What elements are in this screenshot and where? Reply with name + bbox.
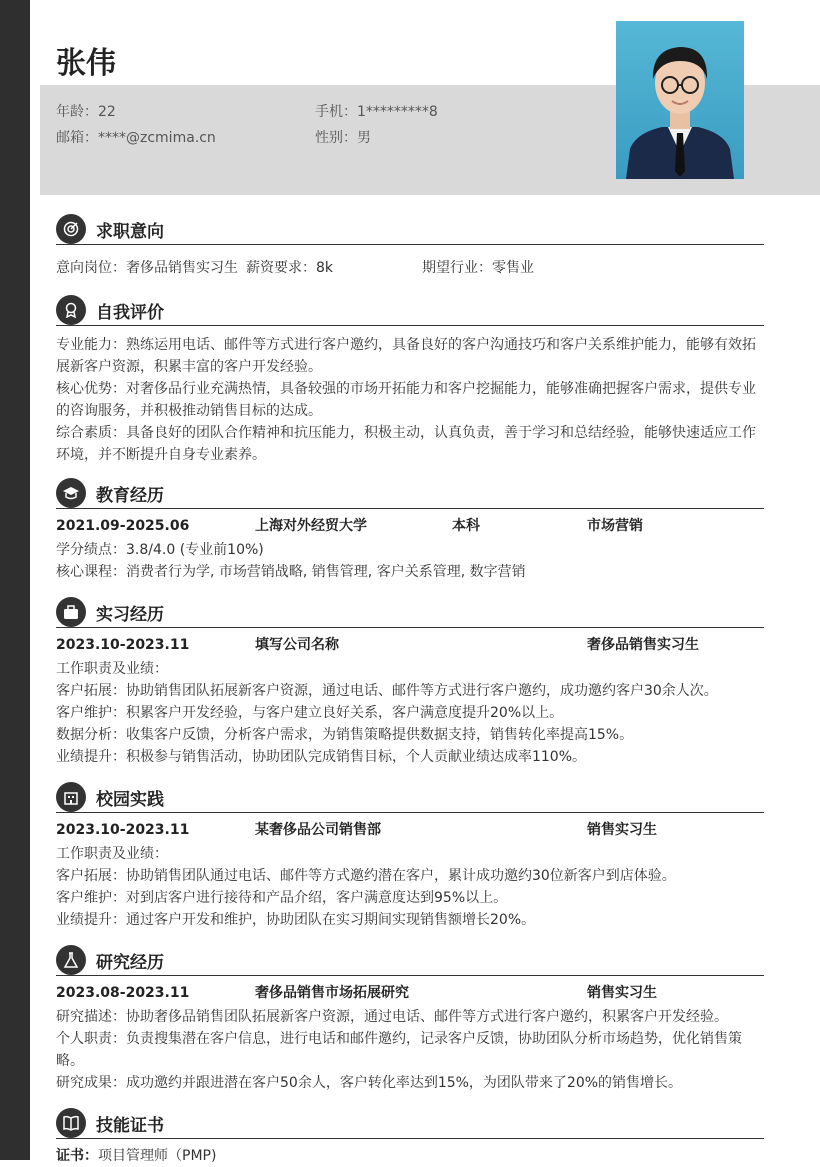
self-eval-line: 环境，并不断提升自身专业素养。 — [56, 447, 266, 463]
section-title: 自我评价 — [96, 303, 164, 323]
edu-line: 核心课程：消费者行为学, 市场营销战略, 销售管理, 客户关系管理, 数字营销 — [56, 564, 526, 580]
target-icon — [56, 214, 86, 244]
section-title: 研究经历 — [96, 953, 164, 973]
research-role: 销售实习生 — [587, 985, 657, 1001]
book-icon — [56, 1108, 86, 1138]
flask-icon — [56, 945, 86, 975]
section-title: 校园实践 — [96, 790, 164, 810]
intern-role: 奢侈品销售实习生 — [587, 637, 699, 653]
self-eval-line: 专业能力：熟练运用电话、邮件等方式进行客户邀约，具备良好的客户沟通技巧和客户关系维护能力，能够有效拓 — [56, 337, 756, 353]
edu-school: 上海对外经贸大学 — [255, 518, 367, 534]
research-line: 研究成果：成功邀约并跟进潜在客户50余人，客户转化率达到15%，为团队带来了20%的销售增长。 — [56, 1075, 683, 1091]
graduation-cap-icon — [56, 478, 86, 508]
gender: 性别：男 — [315, 130, 371, 146]
self-eval-line: 的咨询服务，并积极推动销售目标的达成。 — [56, 403, 322, 419]
campus-line: 客户维护：对到店客户进行接待和产品介绍，客户满意度达到95%以上。 — [56, 890, 508, 906]
section-skills — [56, 1108, 764, 1167]
section-internship — [56, 597, 764, 768]
research-date: 2023.08-2023.11 — [56, 985, 190, 1001]
intent-position: 意向岗位：奢侈品销售实习生 — [56, 260, 238, 276]
intern-line: 客户维护：积累客户开发经验，与客户建立良好关系，客户满意度提升20%以上。 — [56, 705, 564, 721]
research-line: 略。 — [56, 1053, 84, 1069]
edu-date: 2021.09-2025.06 — [56, 518, 190, 534]
campus-org: 某奢侈品公司销售部 — [255, 822, 381, 838]
briefcase-icon — [56, 597, 86, 627]
cert-label: 证书： — [56, 1148, 98, 1164]
candidate-name: 张伟 — [56, 46, 116, 81]
section-self-eval — [56, 295, 764, 466]
edu-major: 市场营销 — [587, 518, 643, 534]
profile-photo — [616, 21, 744, 179]
intern-line: 业绩提升：积极参与销售活动，协助团队完成销售目标，个人贡献业绩达成率110%。 — [56, 749, 587, 765]
intern-line: 工作职责及业绩： — [56, 661, 168, 677]
self-eval-line: 核心优势：对奢侈品行业充满热情，具备较强的市场开拓能力和客户挖掘能力，能够准确把握客户需求，提供专业 — [56, 381, 756, 397]
cert-value: 项目管理师（PMP) — [98, 1148, 217, 1164]
left-sidebar-bar — [0, 0, 30, 1160]
email: 邮箱：****@zcmima.cn — [56, 130, 216, 146]
section-title: 教育经历 — [96, 486, 164, 506]
section-research — [56, 945, 764, 1094]
self-eval-line: 综合素质：具备良好的团队合作精神和抗压能力，积极主动，认真负责，善于学习和总结经验，能够快速适应工作 — [56, 425, 756, 441]
campus-line: 业绩提升：通过客户开发和维护，协助团队在实习期间实现销售额增长20%。 — [56, 912, 536, 928]
section-title: 技能证书 — [96, 1116, 164, 1136]
edu-degree: 本科 — [452, 518, 480, 534]
section-title: 求职意向 — [96, 222, 164, 242]
research-project: 奢侈品销售市场拓展研究 — [255, 985, 409, 1001]
campus-role: 销售实习生 — [587, 822, 657, 838]
age: 年龄：22 — [56, 104, 116, 120]
phone: 手机：1*********8 — [315, 104, 438, 120]
section-campus — [56, 782, 764, 931]
campus-date: 2023.10-2023.11 — [56, 822, 190, 838]
research-line: 个人职责：负责搜集潜在客户信息，进行电话和邮件邀约，记录客户反馈，协助团队分析市场趋势，优化销售策 — [56, 1031, 742, 1047]
intern-line: 客户拓展：协助销售团队拓展新客户资源，通过电话、邮件等方式进行客户邀约，成功邀约客户30余人次。 — [56, 683, 718, 699]
section-title: 实习经历 — [96, 605, 164, 625]
intern-line: 数据分析：收集客户反馈，分析客户需求，为销售策略提供数据支持，销售转化率提高15%。 — [56, 727, 634, 743]
building-icon — [56, 782, 86, 812]
section-education — [56, 478, 764, 583]
intern-date: 2023.10-2023.11 — [56, 637, 190, 653]
edu-line: 学分绩点：3.8/4.0 (专业前10%) — [56, 542, 264, 558]
intent-salary: 薪资要求：8k — [246, 260, 334, 276]
intent-industry: 期望行业：零售业 — [422, 260, 534, 276]
campus-line: 工作职责及业绩： — [56, 846, 168, 862]
campus-line: 客户拓展：协助销售团队通过电话、邮件等方式邀约潜在客户，累计成功邀约30位新客户到店体验。 — [56, 868, 676, 884]
research-line: 研究描述：协助奢侈品销售团队拓展新客户资源，通过电话、邮件等方式进行客户邀约，积累客户开发经验。 — [56, 1009, 728, 1025]
self-eval-line: 展新客户资源，积累丰富的客户开发经验。 — [56, 359, 322, 375]
badge-icon — [56, 295, 86, 325]
section-job-intent — [56, 214, 764, 279]
intern-company: 填写公司名称 — [255, 637, 339, 653]
